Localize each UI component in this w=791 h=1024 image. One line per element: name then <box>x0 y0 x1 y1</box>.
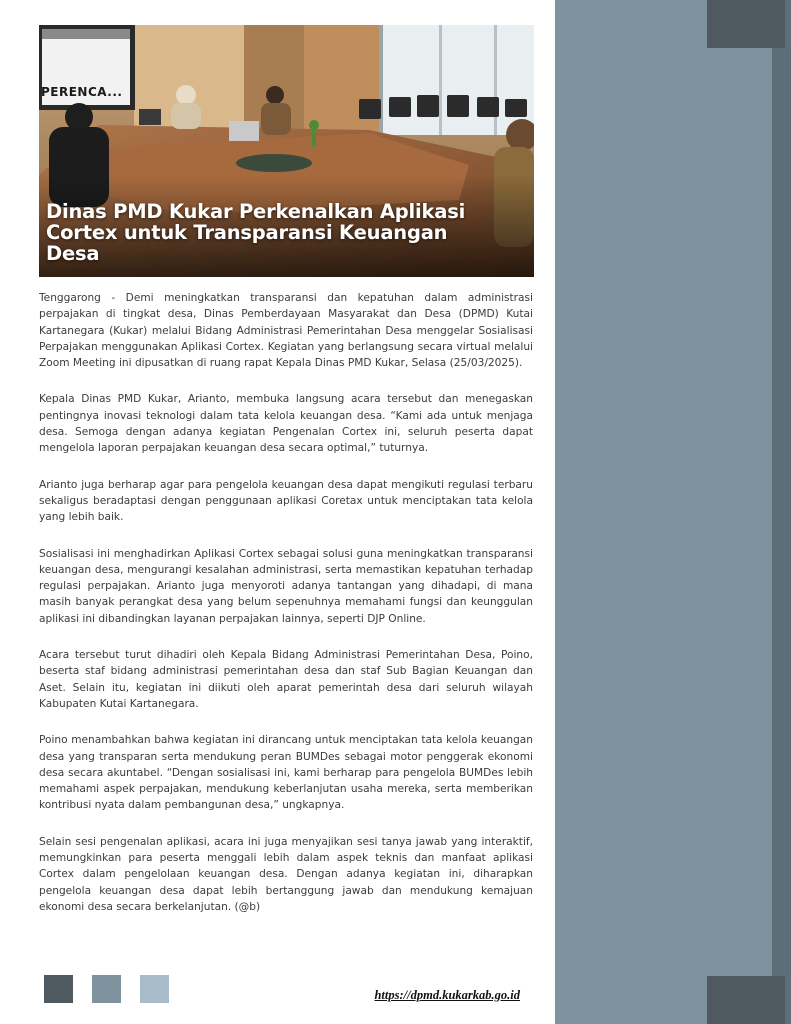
screen-text: PERENCA... <box>41 85 123 99</box>
article-paragraph: Acara tersebut turut dihadiri oleh Kepala Bidang Administrasi Pemerintahan Desa, Poino, beserta staf bidang administrasi pemerintahan desa dan staf Sub Bagian Keuangan dan Aset. Selain itu, kegiatan ini diikuti oleh aparat pemerintah desa dari seluruh wilayah Kabupaten Kutai Kartanegara. <box>39 649 533 710</box>
article-paragraph: Arianto juga berharap agar para pengelola keuangan desa dapat mengikuti regulasi terbaru sekaligus beradaptasi dengan penggunaan aplikasi Coretax untuk menciptakan tata kelola yang lebih baik. <box>39 478 533 524</box>
article-headline: Dinas PMD Kukar Perkenalkan Aplikasi Cortex untuk Transparansi Keuangan Desa <box>46 200 466 265</box>
bottom-corner-block <box>707 976 785 1024</box>
side-edge-strip <box>772 0 791 1024</box>
color-swatch-light <box>140 975 169 1003</box>
website-link[interactable]: https://dpmd.kukarkab.go.id <box>374 988 520 1002</box>
article-paragraph: Selain sesi pengenalan aplikasi, acara ini juga menyajikan sesi tanya jawab yang interaktif, memungkinkan para peserta menggali lebih dalam aspek teknis dan manfaat aplikasi Cortex dalam pengelolaan keuangan desa. Dengan adanya kegiatan ini, diharapkan pengelola keuangan desa dapat lebih bertanggung jawab dan mendukung kemajuan ekonomi desa secara berkelanjutan. (@b) <box>39 835 533 913</box>
article-paragraph: Poino menambahkan bahwa kegiatan ini dirancang untuk menciptakan tata kelola keuangan desa yang transparan serta mendukung peran BUMDes sebagai motor penggerak ekonomi desa secara akuntabel. “Dengan sosialisasi ini, kami berharap para pengelola BUMDes lebih memahami aspek perpajakan, mendukung keberlanjutan usaha mereka, serta memberikan kontribusi nyata dalam pembangunan desa,” ungkapnya. <box>39 734 533 812</box>
article-paragraph: Sosialisasi ini menghadirkan Aplikasi Cortex sebagai solusi guna meningkatkan transparansi keuangan desa, mengurangi kesalahan administrasi, serta memastikan kepatuhan terhadap regulasi perpajakan. Arianto juga menyoroti adanya tantangan yang dihadapi, di mana masih banyak perangkat desa yang belum sepenuhnya memahami fungsi dan keunggulan aplikasi ini dibandingkan layanan perpajakan lainnya, seperti DJP Online. <box>39 547 533 625</box>
top-corner-block <box>707 0 785 48</box>
article-paragraph: Kepala Dinas PMD Kukar, Arianto, membuka langsung acara tersebut dan menegaskan pentingnya inovasi teknologi dalam tata kelola keuangan desa. “Kami ada untuk menjaga desa. Semoga dengan adanya kegiatan Pengenalan Cortex ini, seluruh peserta dapat mengelola laporan perpajakan keuangan desa secara optimal,” tuturnya. <box>39 393 533 455</box>
hero-photo <box>39 25 534 277</box>
article-paragraph: Tenggarong - Demi meningkatkan transparansi dan kepatuhan dalam administrasi perpajakan di tingkat desa, Dinas Pemberdayaan Masyarakat dan Desa (DPMD) Kutai Kartanegara (Kukar) melalui Bidang Administrasi Pemerintahan Desa menggelar Sosialisasi Perpajakan menggunakan Aplikasi Cortex. Kegiatan yang berlangsung secara virtual melalui Zoom Meeting ini dipusatkan di ruang rapat Kepala Dinas PMD Kukar, Selasa (25/03/2025). <box>39 292 533 370</box>
article-body <box>39 290 533 935</box>
color-swatch-medium <box>92 975 121 1003</box>
side-color-band <box>555 0 791 1024</box>
color-swatch-dark <box>44 975 73 1003</box>
